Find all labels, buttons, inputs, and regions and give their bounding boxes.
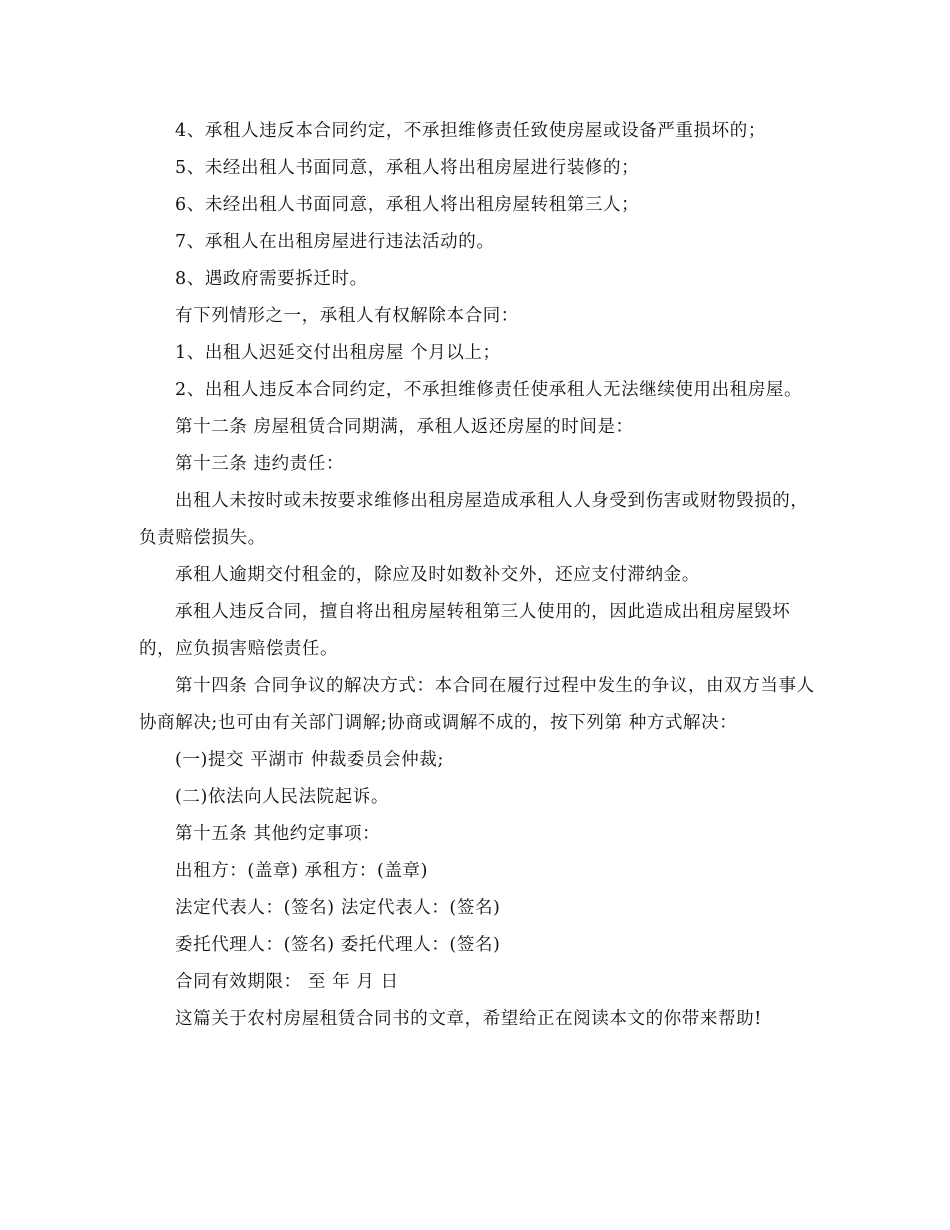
paragraph: 第十四条 合同争议的解决方式：本合同在履行过程中发生的争议，由双方当事人协商解决;也可由有关部门调解;协商或调解不成的，按下列第 种方式解决： — [139, 676, 815, 733]
paragraph: 承租人逾期交付租金的，除应及时如数补交外，还应支付滞纳金。 — [175, 565, 700, 585]
paragraph: 出租人未按时或未按要求维修出租房屋造成承租人人身受到伤害或财物毁损的，负责赔偿损失。 — [139, 491, 809, 548]
paragraph: 合同有效期限： 至 年 月 日 — [175, 972, 399, 992]
paragraph: (一)提交 平湖市 仲裁委员会仲裁; — [175, 750, 444, 770]
paragraph: 承租人违反合同，擅自将出租房屋转租第三人使用的，因此造成出租房屋毁坏的，应负损害赔偿责任。 — [139, 602, 791, 659]
paragraph: 法定代表人：(签名) 法定代表人：(签名) — [175, 898, 501, 918]
paragraph: 第十五条 其他约定事项： — [175, 824, 381, 844]
paragraph: 8、遇政府需要拆迁时。 — [175, 269, 368, 289]
document-body — [139, 113, 819, 1038]
paragraph: 第十二条 房屋租赁合同期满，承租人返还房屋的时间是： — [175, 417, 634, 437]
paragraph: 7、承租人在出租房屋进行违法活动的。 — [175, 232, 495, 252]
paragraph: 委托代理人：(签名) 委托代理人：(签名) — [175, 935, 501, 955]
paragraph: 6、未经出租人书面同意，承租人将出租房屋转租第三人； — [175, 195, 640, 215]
paragraph: 5、未经出租人书面同意，承租人将出租房屋进行装修的； — [175, 158, 640, 178]
paragraph: 第十三条 违约责任： — [175, 454, 345, 474]
paragraph: 出租方：(盖章) 承租方：(盖章) — [175, 861, 429, 881]
paragraph: 有下列情形之一，承租人有权解除本合同： — [175, 306, 519, 326]
paragraph: 1、出租人迟延交付出租房屋 个月以上； — [175, 343, 501, 363]
paragraph: 这篇关于农村房屋租赁合同书的文章，希望给正在阅读本文的你带来帮助! — [175, 1009, 762, 1029]
paragraph: 2、出租人违反本合同约定，不承担维修责任使承租人无法继续使用出租房屋。 — [175, 380, 803, 400]
paragraph: 4、承租人违反本合同约定，不承担维修责任致使房屋或设备严重损坏的； — [175, 121, 766, 141]
paragraph: (二)依法向人民法院起诉。 — [175, 787, 389, 807]
